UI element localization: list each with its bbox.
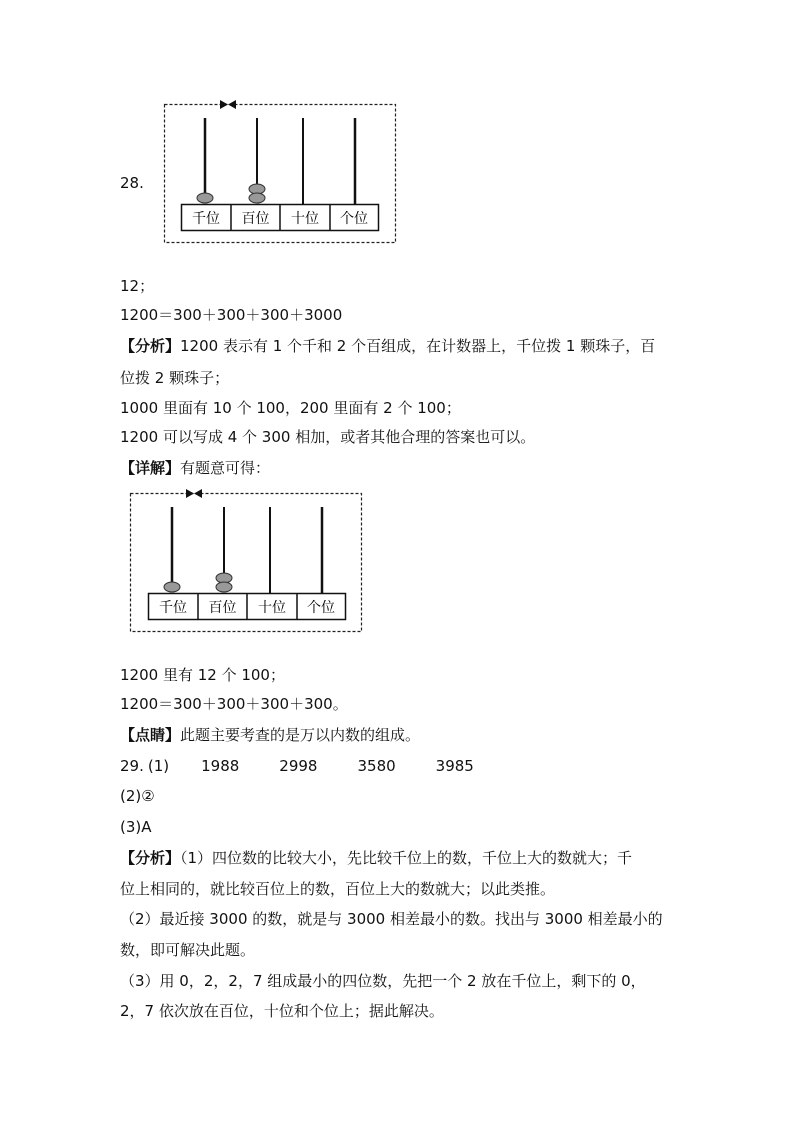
detail-line [120, 458, 270, 478]
place-label-tens: 十位 [291, 211, 319, 227]
bead-hundreds-2 [249, 193, 265, 203]
q29-analysis-line-1 [120, 848, 632, 868]
q29-analysis-line-6: 2，7 依次放在百位，十位和个位上；据此解决。 [120, 1002, 444, 1020]
question-29-part2: (2)② [120, 787, 155, 805]
analysis-text: （1）四位数的比较大小，先比较千位上的数，千位上大的数就大；千 [180, 849, 633, 867]
bead-hundreds-2 [216, 582, 232, 592]
place-label-tens: 十位 [258, 600, 286, 616]
answer-line-2: 1200＝300＋300＋300＋3000 [120, 306, 343, 324]
analysis-text: 1200 表示有 1 个千和 2 个百组成，在计数器上，千位拨 1 颗珠子，百 [180, 337, 656, 355]
part1-label: (1) [147, 757, 170, 775]
question-number-28: 28. [120, 174, 144, 192]
answer-line-1: 12； [120, 277, 155, 295]
place-label-thousands: 千位 [192, 211, 220, 227]
part1-value: 2998 [279, 757, 318, 775]
place-label-hundreds: 百位 [241, 211, 270, 227]
counter-arrows-icon [220, 100, 236, 109]
counter-arrows-icon [186, 489, 202, 498]
q29-analysis-line-2: 位上相同的，就比较百位上的数，百位上大的数就大；以此类推。 [120, 880, 556, 898]
analysis-line-2: 位拨 2 颗珠子； [120, 369, 230, 387]
place-label-thousands: 千位 [159, 600, 187, 616]
detail-text: 有题意可得： [180, 459, 271, 477]
comment-text: 此题主要考查的是万以内数的组成。 [180, 726, 421, 744]
place-label-ones: 个位 [307, 600, 335, 616]
comment-tag: 【点睛】 [120, 726, 181, 744]
analysis-line-3: 1000 里面有 10 个 100，200 里面有 2 个 100； [120, 399, 461, 417]
analysis-tag: 【分析】 [120, 337, 181, 355]
comment-line [120, 725, 420, 745]
analysis-line-1 [120, 336, 655, 356]
part1-value: 3580 [357, 757, 396, 775]
bead-thousands-1 [164, 582, 180, 592]
after-line-1: 1200 里有 12 个 100； [120, 666, 285, 684]
q29-analysis-line-3: （2）最近接 3000 的数，就是与 3000 相差最小的数。找出与 3000 相差最小的 [120, 910, 663, 928]
question-29-part3: (3)A [120, 818, 152, 836]
analysis-tag: 【分析】 [120, 849, 181, 867]
bead-thousands-1 [197, 193, 213, 203]
abacus-figure-1 [160, 96, 400, 246]
q29-analysis-line-5: （3）用 0，2，2，7 组成最小的四位数，先把一个 2 放在千位上，剩下的 0， [120, 972, 646, 990]
question-29-part1 [120, 756, 474, 776]
after-line-2: 1200＝300＋300＋300＋300。 [120, 695, 348, 713]
place-label-hundreds: 百位 [208, 600, 237, 616]
q29-analysis-line-4: 数，即可解决此题。 [120, 941, 256, 959]
question-number-29: 29. [120, 757, 144, 775]
part1-value: 3985 [435, 757, 474, 775]
abacus-figure-2 [126, 485, 366, 635]
analysis-line-4: 1200 可以写成 4 个 300 相加，或者其他合理的答案也可以。 [120, 428, 536, 446]
part1-value: 1988 [201, 757, 240, 775]
place-label-ones: 个位 [340, 211, 368, 227]
detail-tag: 【详解】 [120, 459, 181, 477]
